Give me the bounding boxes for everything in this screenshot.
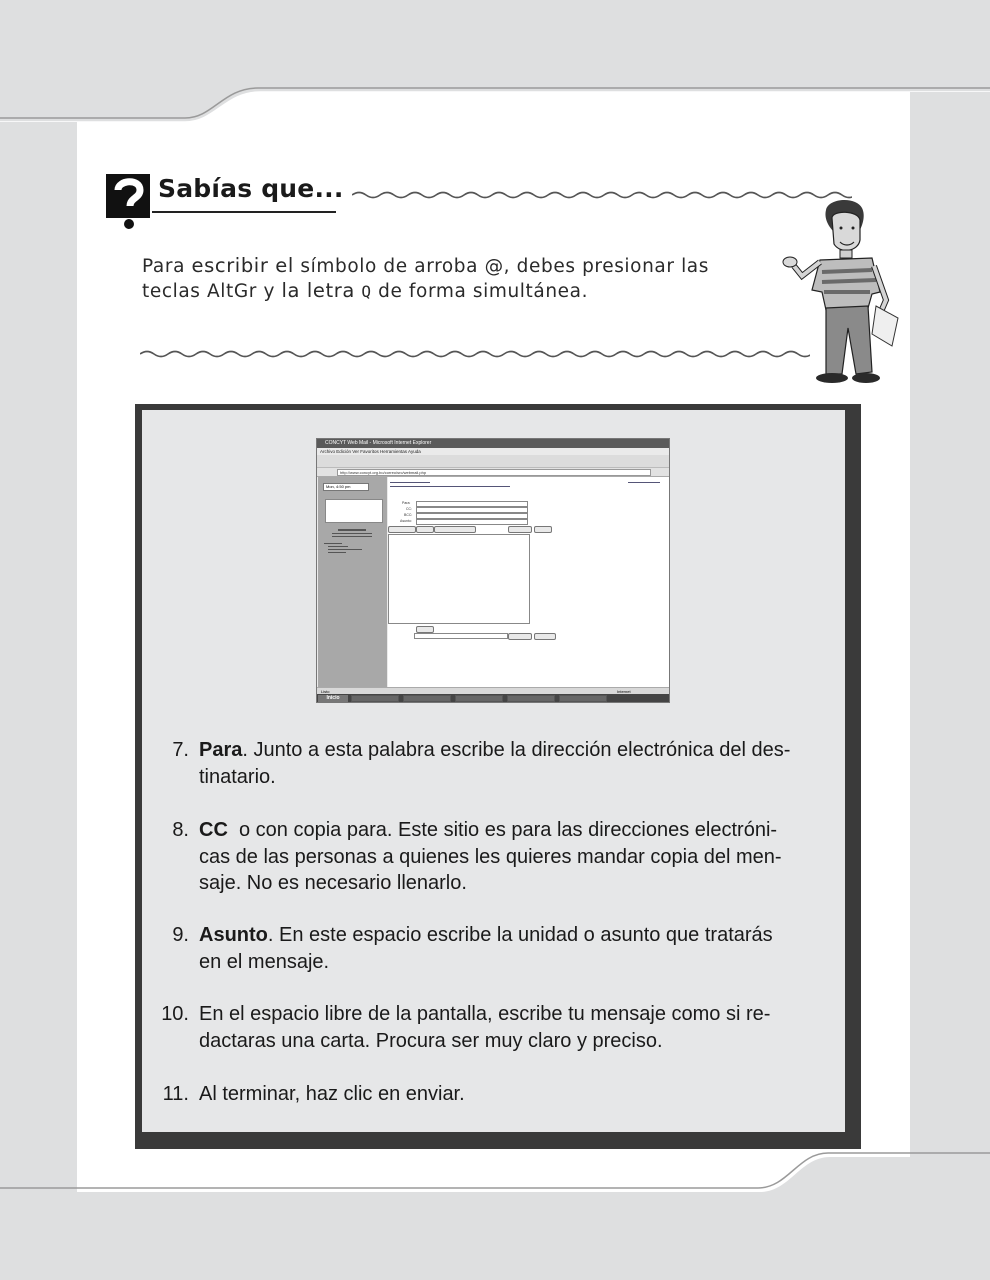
address-field: http://www.concyt.org.bo/correo/src/webmail.php bbox=[337, 469, 651, 476]
status-right: Internet bbox=[617, 689, 631, 694]
title-underline bbox=[152, 211, 336, 213]
taskbar bbox=[317, 694, 669, 703]
concyt-logo bbox=[325, 499, 383, 523]
browser-toolbar bbox=[317, 455, 669, 468]
webmail-screenshot bbox=[316, 438, 670, 703]
tip-text: Para escribir el símbolo de arroba @, debes presionar las teclas AltGr y la letra Q de forma simultánea. bbox=[142, 254, 709, 302]
to-label: Para: bbox=[402, 501, 411, 505]
folder-line bbox=[328, 549, 362, 550]
compose-pane bbox=[388, 477, 669, 687]
save-draft-button bbox=[434, 526, 476, 533]
action-links bbox=[390, 486, 510, 487]
list-item: En el espacio libre de la pantalla, escribe tu mensaje como si re- dactaras una carta. Procura ser muy claro y preciso. bbox=[199, 1003, 771, 1052]
folder-line bbox=[328, 546, 348, 547]
taskbar-item bbox=[507, 695, 555, 702]
browse-button bbox=[508, 633, 532, 640]
bcc-label: BCC: bbox=[404, 513, 413, 517]
list-item: Al terminar, haz clic en enviar. bbox=[199, 1083, 465, 1105]
window-titlebar: CONCYT Web Mail - Microsoft Internet Explorer bbox=[317, 439, 669, 448]
list-number: 11. bbox=[162, 1083, 189, 1105]
subject-label: Asunto: bbox=[400, 519, 412, 523]
send-button-bottom bbox=[416, 626, 434, 633]
folder-heading-line bbox=[338, 529, 366, 531]
folder-line bbox=[324, 543, 342, 544]
list-number: 9. bbox=[172, 924, 189, 946]
cartoon-man-illustration bbox=[776, 196, 906, 396]
addresses-button bbox=[388, 526, 416, 533]
status-left: Listo bbox=[321, 689, 330, 694]
address-bar bbox=[317, 468, 669, 477]
list-item: Para. Junto a esta palabra escribe la dirección electrónica del des- tinatario. bbox=[199, 739, 791, 788]
folder-line bbox=[328, 552, 346, 553]
question-mark-icon bbox=[106, 172, 152, 232]
list-number: 7. bbox=[172, 739, 189, 761]
taskbar-item bbox=[403, 695, 451, 702]
sidebar-title: Sabías que... bbox=[158, 174, 344, 203]
message-body-area bbox=[388, 534, 530, 624]
list-number: 8. bbox=[172, 819, 189, 841]
folder-line bbox=[332, 536, 372, 537]
cancel-button bbox=[534, 526, 552, 533]
taskbar-item bbox=[559, 695, 607, 702]
status-bar bbox=[317, 687, 669, 694]
wavy-divider-bottom bbox=[140, 343, 810, 365]
list-item: CC o con copia para. Este sitio es para las direcciones electróni- cas de las personas a quienes les quieres mandar copia del men- saje. No es necesario llenarlo. bbox=[199, 819, 782, 894]
send-button-top bbox=[416, 526, 434, 533]
menu-bar: Archivo Edición Ver Favoritos Herramientas Ayuda bbox=[320, 449, 421, 454]
taskbar-item bbox=[351, 695, 399, 702]
taskbar-item bbox=[455, 695, 503, 702]
add-button bbox=[534, 633, 556, 640]
priority-select bbox=[508, 526, 532, 533]
cc-label: CC: bbox=[406, 507, 413, 511]
folder-link bbox=[390, 482, 430, 483]
list-number: 10. bbox=[161, 1003, 189, 1025]
start-button: Inicio bbox=[318, 695, 348, 702]
date-box: Mon, 4:50 pm bbox=[323, 483, 369, 491]
folder-line bbox=[332, 533, 372, 534]
logout-link bbox=[628, 482, 660, 483]
mail-folder-pane bbox=[318, 477, 387, 687]
attachment-field bbox=[414, 633, 508, 639]
subject-field bbox=[416, 519, 528, 525]
list-item: Asunto. En este espacio escribe la unidad o asunto que tratarás en el mensaje. bbox=[199, 924, 773, 973]
